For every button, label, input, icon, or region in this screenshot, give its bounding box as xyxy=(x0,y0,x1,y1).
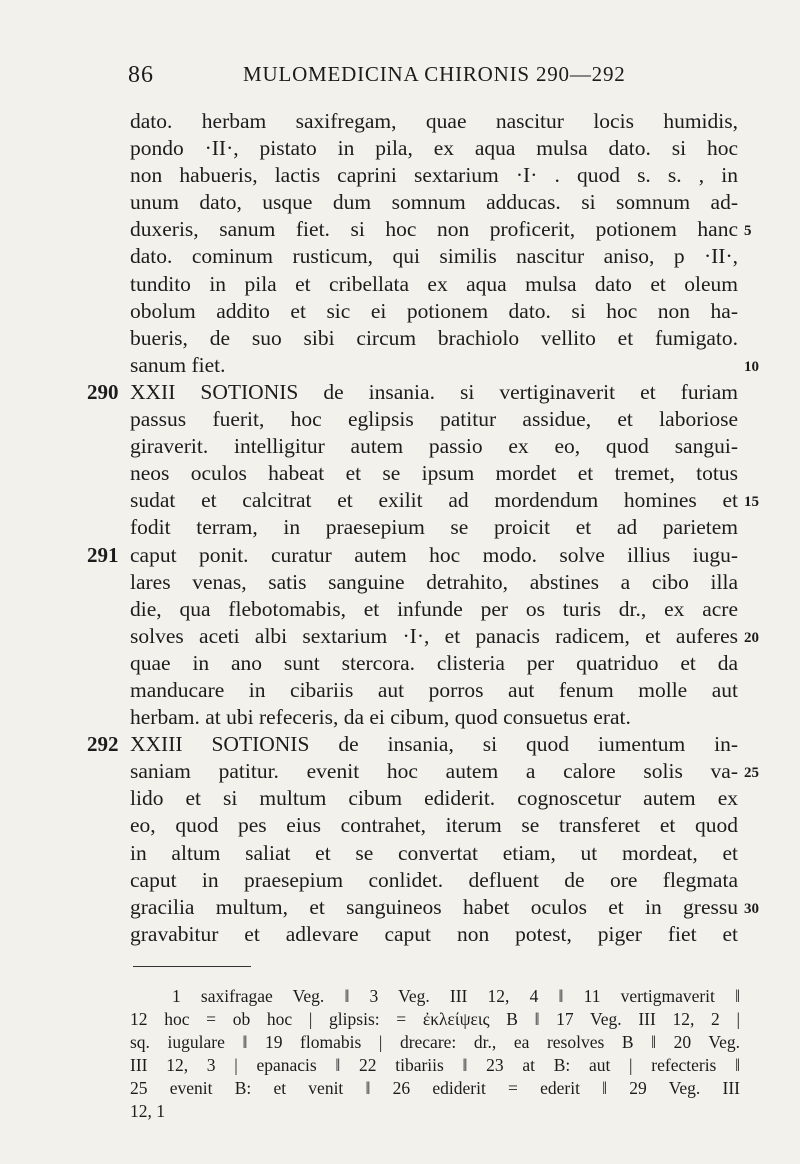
apparatus-line: sq. iugulare ‖ 19 flomabis | drecare: dr., ea resolves B ‖ 20 Veg. xyxy=(130,1032,740,1052)
line-number: 15 xyxy=(744,494,759,511)
section-number: 291 xyxy=(87,542,119,567)
apparatus-line: III 12, 3 | epanacis ‖ 22 tibariis ‖ 23 at B: aut | refecteris ‖ xyxy=(130,1055,740,1075)
text-line: XXIII SOTIONIS de insania, si quod iumentum in- xyxy=(130,732,738,757)
text-line: non habueris, lactis caprini sextarium ·I· . quod s. s. , in xyxy=(130,163,738,188)
main-text xyxy=(130,108,738,948)
text-line: dato. herbam saxifregam, quae nascitur locis humidis, xyxy=(130,109,738,133)
text-line: solves aceti albi sextarium ·I·, et panacis radicem, et auferes xyxy=(130,623,738,648)
text-line: lido et si multum cibum ediderit. cognoscetur autem ex xyxy=(130,786,738,811)
section-number: 290 xyxy=(87,380,119,404)
text-line: obolum addito et sic ei potionem dato. si hoc non ha- xyxy=(130,298,738,323)
text-line: quae in ano sunt stercora. clisteria per quatriduo et da xyxy=(130,650,738,675)
text-line: lares venas, satis sanguine detrahito, abstines a cibo illa xyxy=(130,569,738,594)
text-line: gracilia multum, et sanguineos habet oculos et in gressu xyxy=(130,894,738,919)
text-line: bueris, de suo sibi circum brachiolo vellito et fumigato. xyxy=(130,325,738,350)
footnote-rule xyxy=(133,966,251,967)
text-line: gravabitur et adlevare caput non potest, piger fiet et xyxy=(130,921,738,946)
apparatus-line: 12 hoc = ob hoc | glipsis: = ἐκλείψεις B ‖ 17 Veg. III 12, 2 | xyxy=(130,1009,740,1029)
apparatus-line: 1 saxifragae Veg. ‖ 3 Veg. III 12, 4 ‖ 11 vertigmaverit ‖ xyxy=(172,986,740,1006)
running-title: MULOMEDICINA CHIRONIS 290—292 xyxy=(243,62,626,86)
page-header xyxy=(128,62,738,90)
text-line: caput ponit. curatur autem hoc modo. solve illius iugu- xyxy=(130,542,738,567)
apparatus-line: 25 evenit B: et venit ‖ 26 ediderit = ederit ‖ 29 Veg. III xyxy=(130,1078,740,1098)
text-line: dato. cominum rusticum, qui similis nascitur aniso, p ·II·, xyxy=(130,244,738,269)
apparatus-line: 12, 1 xyxy=(130,1101,165,1121)
text-line: eo, quod pes eius contrahet, iterum se transferet et quod xyxy=(130,813,738,838)
critical-apparatus xyxy=(130,985,740,1123)
text-line: neos oculos habeat et se ipsum mordet et tremet, totus xyxy=(130,461,738,486)
text-line: tundito in pila et cribellata ex aqua mulsa dato et oleum xyxy=(130,271,738,296)
text-line: die, qua flebotomabis, et infunde per os turis dr., ex acre xyxy=(130,596,738,621)
text-line: fodit terram, in praesepium se proicit et ad parietem xyxy=(130,515,738,540)
line-number: 30 xyxy=(744,900,759,917)
line-number: 20 xyxy=(744,629,759,646)
text-line: passus fuerit, hoc eglipsis patitur assidue, et laboriose xyxy=(130,407,738,432)
line-number: 10 xyxy=(744,358,759,375)
text-line: manducare in cibariis aut porros aut fenum molle aut xyxy=(130,677,738,702)
text-line: duxeris, sanum fiet. si hoc non proficerit, potionem hanc xyxy=(130,217,738,242)
line-number: 5 xyxy=(744,223,752,240)
text-line: herbam. at ubi refeceris, da ei cibum, quod consuetus erat. xyxy=(130,705,631,730)
text-line: caput in praesepium conlidet. defluent de ore flegmata xyxy=(130,867,738,892)
page-number: 86 xyxy=(128,62,154,88)
text-line: sudat et calcitrat et exilit ad mordendum homines et xyxy=(130,488,738,513)
text-line: sanum fiet. xyxy=(130,352,226,377)
text-line: giraverit. intelligitur autem passio ex eo, quod sangui- xyxy=(130,434,738,459)
section-number: 292 xyxy=(87,732,119,757)
text-line: unum dato, usque dum somnum adducas. si somnum ad- xyxy=(130,190,738,215)
text-line: XXII SOTIONIS de insania. si vertiginaverit et furiam xyxy=(130,379,738,404)
text-line: in altum saliat et se convertat etiam, ut mordeat, et xyxy=(130,840,738,865)
text-line: pondo ·II·, pistato in pila, ex aqua mulsa dato. si hoc xyxy=(130,136,738,161)
text-line: saniam patitur. evenit hoc autem a calore solis va- xyxy=(130,759,738,784)
line-number: 25 xyxy=(744,765,759,782)
